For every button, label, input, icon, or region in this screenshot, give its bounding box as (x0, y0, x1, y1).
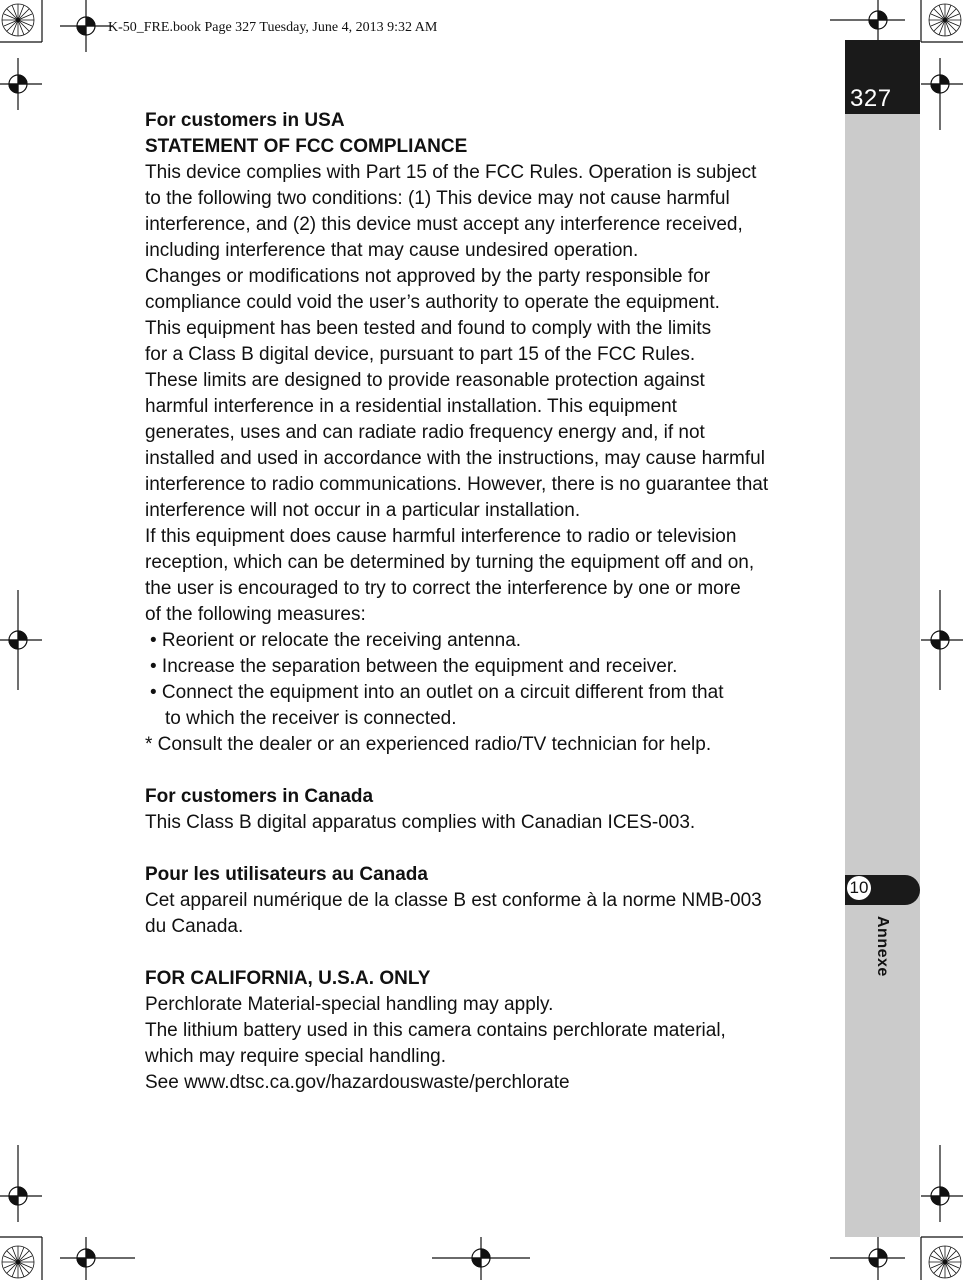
registration-mark-mid-right (921, 590, 963, 690)
measure-bullet-continuation: to which the receiver is connected. (165, 708, 457, 729)
fcc-paragraph-line: of the following measures: (145, 604, 366, 625)
california-line: The lithium battery used in this camera contains perchlorate material, (145, 1020, 726, 1041)
registration-mark-top-right-v (921, 58, 963, 130)
fcc-paragraph-line: installed and used in accordance with the instructions, may cause harmful (145, 448, 765, 469)
fcc-paragraph-line: These limits are designed to provide reasonable protection against (145, 370, 705, 391)
canada-text: This Class B digital apparatus complies with Canadian ICES-003. (145, 812, 696, 833)
registration-mark-top-right-h (830, 0, 905, 45)
starburst-mark-bottom-right (929, 1246, 961, 1278)
registration-mark-bottom-right-v (921, 1145, 963, 1222)
canada-fr-heading: Pour les utilisateurs au Canada (145, 864, 428, 885)
page-body (145, 108, 835, 1096)
fcc-paragraph-line: the user is encouraged to try to correct the interference by one or more (145, 578, 741, 599)
fcc-paragraph-line: Changes or modifications not approved by the party responsible for (145, 266, 711, 287)
canada-fr-line: du Canada. (145, 916, 244, 937)
usa-heading: For customers in USA (145, 110, 345, 131)
fcc-paragraph-line: interference will not occur in a particular installation. (145, 500, 581, 521)
fcc-paragraph-line: compliance could void the user’s authority to operate the equipment. (145, 292, 720, 313)
asterisk-note: * Consult the dealer or an experienced radio/TV technician for help. (145, 734, 712, 755)
fcc-paragraph-line: If this equipment does cause harmful interference to radio or television (145, 526, 737, 547)
registration-mark-mid-left (0, 590, 42, 690)
registration-mark-bottom-left-v (0, 1145, 42, 1222)
measure-bullet: • Connect the equipment into an outlet on a circuit different from that (150, 682, 724, 703)
print-header-line: K-50_FRE.book Page 327 Tuesday, June 4, 2013 9:32 AM (108, 20, 438, 35)
measure-bullet: • Increase the separation between the equipment and receiver. (150, 656, 678, 677)
registration-mark-top-left-h (60, 0, 112, 52)
canada-fr-line: Cet appareil numérique de la classe B est conforme à la norme NMB-003 (145, 890, 762, 911)
registration-mark-top-left-v (0, 58, 42, 110)
spacer (145, 836, 835, 862)
california-line: Perchlorate Material-special handling may apply. (145, 994, 554, 1015)
fcc-paragraph-line: for a Class B digital device, pursuant to part 15 of the FCC Rules. (145, 344, 696, 365)
fcc-paragraph-line: interference, and (2) this device must accept any interference received, (145, 214, 743, 235)
chapter-number: 10 (847, 876, 871, 900)
page-number: 327 (850, 85, 892, 112)
fcc-paragraph-line: to the following two conditions: (1) This device may not cause harmful (145, 188, 730, 209)
chapter-label: Annexe (874, 916, 891, 977)
starburst-mark-top-right (929, 4, 961, 36)
fcc-paragraph-line: This equipment has been tested and found to comply with the limits (145, 318, 712, 339)
chapter-side-strip (845, 40, 920, 1237)
starburst-mark-top-left (2, 4, 34, 36)
registration-mark-bottom-center (432, 1237, 530, 1280)
fcc-paragraph-line: This device complies with Part 15 of the FCC Rules. Operation is subject (145, 162, 757, 183)
fcc-paragraph-line: interference to radio communications. However, there is no guarantee that (145, 474, 769, 495)
fcc-paragraph-line: generates, uses and can radiate radio frequency energy and, if not (145, 422, 705, 443)
california-line: See www.dtsc.ca.gov/hazardouswaste/perchlorate (145, 1072, 570, 1093)
spacer (145, 758, 835, 784)
measure-bullet: • Reorient or relocate the receiving antenna. (150, 630, 522, 651)
california-heading: FOR CALIFORNIA, U.S.A. ONLY (145, 968, 431, 989)
canada-heading: For customers in Canada (145, 786, 374, 807)
registration-mark-bottom-left-h (60, 1237, 135, 1280)
fcc-paragraph-line: reception, which can be determined by turning the equipment off and on, (145, 552, 755, 573)
fcc-paragraph-line: harmful interference in a residential installation. This equipment (145, 396, 677, 417)
registration-mark-bottom-right-h (830, 1237, 905, 1280)
spacer (145, 940, 835, 966)
fcc-paragraph-line: including interference that may cause undesired operation. (145, 240, 639, 261)
fcc-statement-heading: STATEMENT OF FCC COMPLIANCE (145, 136, 468, 157)
starburst-mark-bottom-left (2, 1246, 34, 1278)
california-line: which may require special handling. (145, 1046, 446, 1067)
